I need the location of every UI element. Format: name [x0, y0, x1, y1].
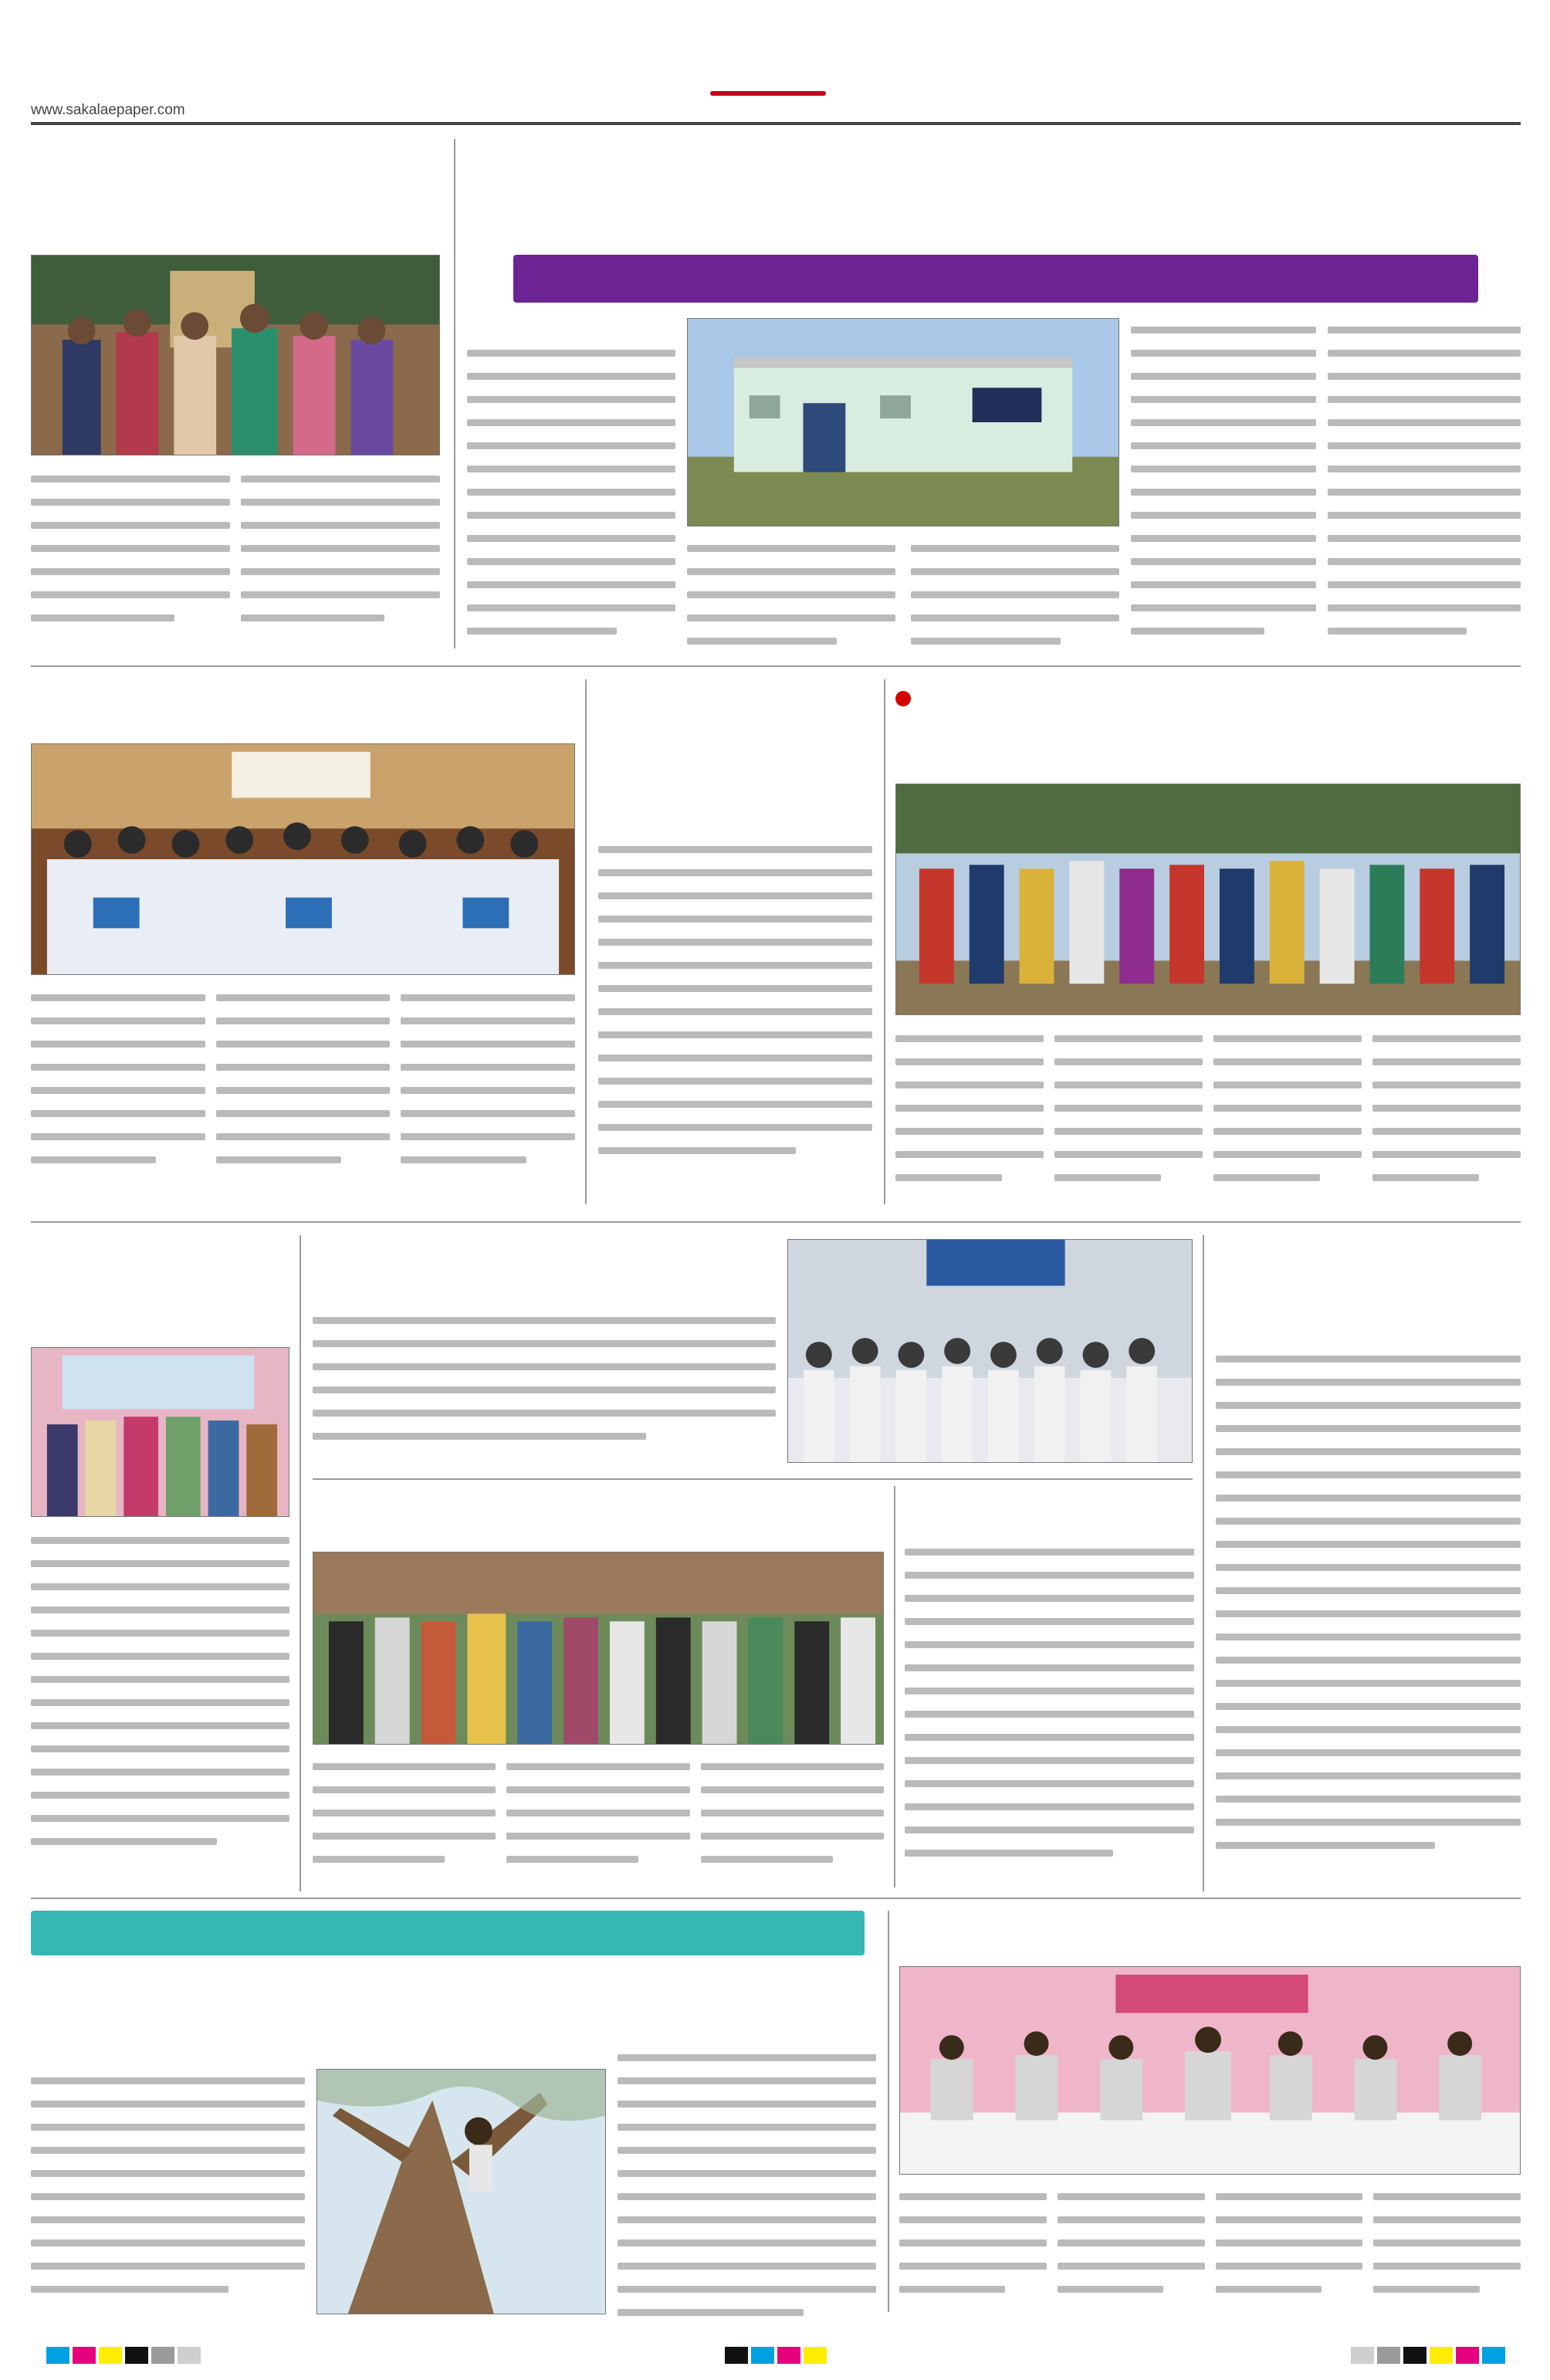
article-d-nuagaon: [899, 1911, 1521, 2316]
article-body-col1: [31, 2069, 305, 2316]
logo-text: [687, 31, 849, 91]
article-science-day: [598, 683, 872, 1208]
headline: [31, 1963, 876, 2040]
row-divider: [31, 1221, 1521, 1223]
article-photo: [316, 2069, 606, 2314]
column-rule: [454, 139, 455, 648]
article-photo: [895, 784, 1521, 1015]
article-body: [905, 1540, 1194, 1884]
article-photo: [899, 1966, 1521, 2175]
row-divider: [31, 665, 1521, 667]
article-body: [31, 467, 440, 652]
article-photo: [687, 318, 1119, 526]
headline: [31, 683, 575, 734]
headline: [31, 1239, 289, 1339]
row-divider: [31, 1898, 1521, 1899]
article-photo: [31, 255, 440, 455]
article-journalists: [895, 683, 1521, 1208]
article-photo: [313, 1552, 884, 1745]
article-body-col-under-photo-2: [911, 537, 1119, 652]
headline: [598, 683, 872, 830]
article-body: [313, 1755, 884, 1886]
registration-marks-right: [1351, 2347, 1505, 2370]
masthead-rule: [31, 122, 1521, 125]
article-body-col4: [1328, 318, 1521, 650]
website-url: www.sakalaepaper.com: [31, 102, 185, 118]
article-volunteer-training: [31, 683, 575, 1208]
kicker-banner: [31, 1911, 865, 1955]
row-divider: [313, 1478, 1193, 1480]
sub-headline-banner: [513, 255, 1478, 303]
headline: [467, 139, 1521, 247]
printer-color-bar: [46, 2347, 1505, 2370]
page-number: [1397, 34, 1521, 103]
article-body: [899, 2185, 1521, 2316]
headline: [905, 1486, 1194, 1532]
registration-marks-center: [725, 2347, 827, 2370]
kicker: [895, 683, 1521, 714]
article-body-col3: [618, 2046, 876, 2316]
column-rule: [894, 1486, 895, 1887]
article-body: [31, 1529, 289, 1887]
article-body-col3: [1131, 318, 1316, 650]
article-retirement: [31, 143, 440, 652]
column-rule: [1203, 1235, 1204, 1891]
article-lead-exam: [467, 139, 1521, 652]
headline: [899, 1911, 1521, 1957]
article-body: [31, 986, 575, 1206]
article-photo: [31, 1347, 289, 1517]
article-body: [895, 1027, 1521, 1206]
section-title: [66, 36, 298, 97]
column-rule: [884, 679, 885, 1204]
article-body: [313, 1308, 776, 1471]
registration-marks-left: [46, 2347, 201, 2370]
column-rule: [300, 1235, 301, 1891]
masthead: [0, 0, 1550, 124]
article-three-schools: [1216, 1239, 1521, 1887]
article-retirement-meeting: [313, 1486, 884, 1887]
bullet-dot-icon: [895, 691, 911, 706]
article-body: [1216, 1347, 1521, 1887]
headline: [1216, 1239, 1521, 1339]
article-sports-dance: [905, 1486, 1194, 1887]
column-rule: [585, 679, 587, 1204]
headline: [313, 1486, 884, 1545]
article-body: [598, 838, 872, 1204]
article-two-teachers: [31, 1239, 289, 1887]
article-body-col1: [467, 341, 675, 650]
newspaper-logo: [687, 31, 849, 108]
article-network-tree: [31, 1911, 876, 2316]
article-photo: [787, 1239, 1193, 1463]
headline: [895, 719, 1521, 777]
headline: [313, 1239, 776, 1301]
article-new-head: [313, 1239, 1193, 1471]
logo-underline: [710, 91, 826, 96]
article-body-col-under-photo-1: [687, 537, 895, 652]
headline: [31, 143, 440, 243]
column-rule: [888, 1911, 889, 2312]
article-photo: [31, 743, 575, 975]
issue-date: [1227, 34, 1382, 96]
